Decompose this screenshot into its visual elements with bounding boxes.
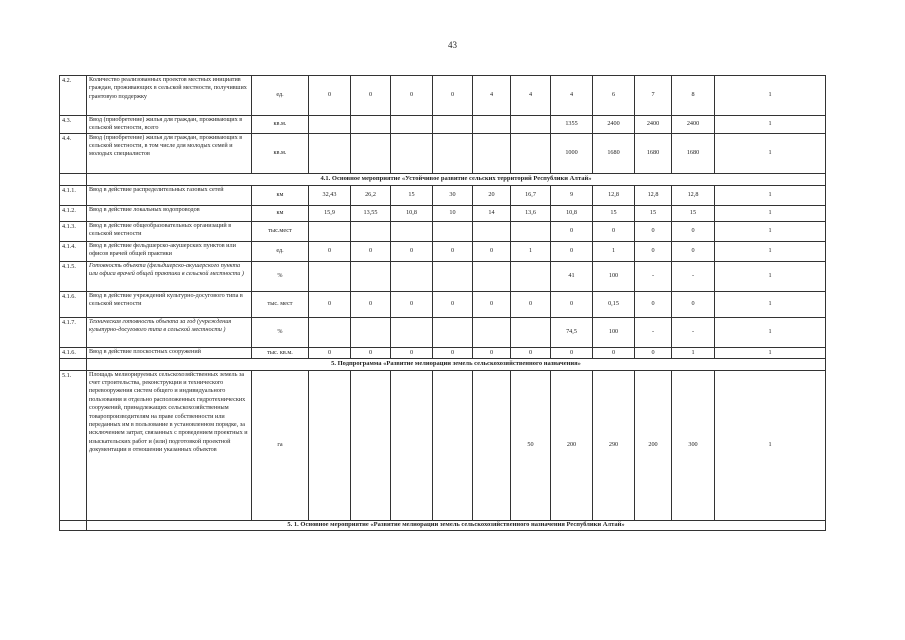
value-cell: 200 bbox=[551, 370, 593, 520]
row-number: 4.1.2. bbox=[60, 205, 87, 221]
row-number: 4.1.6. bbox=[60, 347, 87, 358]
value-cell: 0 bbox=[551, 221, 593, 241]
value-cell: 9 bbox=[551, 185, 593, 205]
value-cell: 100 bbox=[593, 317, 635, 347]
indicator-name: Ввод (приобретение) жилья для граждан, проживающих в сельской местности, всего bbox=[87, 116, 252, 134]
value-cell bbox=[391, 261, 433, 291]
empty-cell bbox=[60, 358, 87, 370]
value-cell bbox=[511, 261, 551, 291]
indicator-name: Ввод в действие фельдшерско-акушерских пунктов или офисов врачей общей практики bbox=[87, 241, 252, 261]
value-cell: 0 bbox=[672, 291, 715, 317]
table-row bbox=[60, 261, 826, 291]
table-row bbox=[60, 241, 826, 261]
value-cell: 15 bbox=[635, 205, 672, 221]
value-cell: 8 bbox=[672, 76, 715, 116]
value-cell: 30 bbox=[433, 185, 473, 205]
value-cell bbox=[309, 133, 351, 173]
value-cell: 13,6 bbox=[511, 205, 551, 221]
indicator-name: Ввод в действие учреждений культурно-досугового типа в сельской местности bbox=[87, 291, 252, 317]
unit-cell: кв.м. bbox=[252, 116, 309, 134]
value-cell: 0 bbox=[635, 347, 672, 358]
unit-cell: ед. bbox=[252, 76, 309, 116]
value-cell: 0 bbox=[351, 291, 391, 317]
value-cell: 300 bbox=[672, 370, 715, 520]
value-cell: - bbox=[635, 261, 672, 291]
value-cell: 0 bbox=[433, 291, 473, 317]
value-cell: 0 bbox=[672, 241, 715, 261]
page-number: 43 bbox=[448, 40, 457, 50]
value-cell: 290 bbox=[593, 370, 635, 520]
value-cell: 20 bbox=[473, 185, 511, 205]
row-number: 4.2. bbox=[60, 76, 87, 116]
value-cell: 0 bbox=[391, 291, 433, 317]
unit-cell: га bbox=[252, 370, 309, 520]
section-header-row bbox=[60, 520, 826, 530]
value-cell bbox=[433, 133, 473, 173]
value-cell: - bbox=[672, 317, 715, 347]
target-cell: 1 bbox=[715, 317, 826, 347]
value-cell bbox=[351, 116, 391, 134]
value-cell bbox=[351, 133, 391, 173]
section-title: 4.1. Основное мероприятие «Устойчивое развитие сельских территорий Республики Алтай» bbox=[87, 173, 826, 185]
value-cell: 0 bbox=[672, 221, 715, 241]
value-cell bbox=[351, 317, 391, 347]
value-cell: 15,9 bbox=[309, 205, 351, 221]
value-cell: 15 bbox=[593, 205, 635, 221]
value-cell: 32,43 bbox=[309, 185, 351, 205]
row-number: 4.1.1. bbox=[60, 185, 87, 205]
value-cell bbox=[473, 116, 511, 134]
value-cell: 1 bbox=[511, 241, 551, 261]
value-cell: 0 bbox=[309, 241, 351, 261]
value-cell: 1680 bbox=[635, 133, 672, 173]
row-number: 4.1.6. bbox=[60, 291, 87, 317]
unit-cell: тыс.мест bbox=[252, 221, 309, 241]
target-cell: 1 bbox=[715, 185, 826, 205]
indicator-name: Количество реализованных проектов местных инициатив граждан, проживающих в сельской местности, получивших грантовую поддержку bbox=[87, 76, 252, 116]
section-header-row bbox=[60, 173, 826, 185]
value-cell: 0 bbox=[391, 76, 433, 116]
target-cell: 1 bbox=[715, 76, 826, 116]
unit-cell: кв.м. bbox=[252, 133, 309, 173]
empty-cell bbox=[60, 173, 87, 185]
unit-cell: % bbox=[252, 261, 309, 291]
value-cell: 10,8 bbox=[551, 205, 593, 221]
value-cell bbox=[309, 370, 351, 520]
value-cell: 0 bbox=[551, 241, 593, 261]
table-row bbox=[60, 291, 826, 317]
row-number: 4.1.3. bbox=[60, 221, 87, 241]
table-row bbox=[60, 76, 826, 116]
row-number: 5.1. bbox=[60, 370, 87, 520]
value-cell: 0 bbox=[551, 347, 593, 358]
value-cell: 12,8 bbox=[672, 185, 715, 205]
value-cell: 74,5 bbox=[551, 317, 593, 347]
value-cell bbox=[309, 221, 351, 241]
value-cell: 2400 bbox=[672, 116, 715, 134]
indicator-name: Техническая готовность объекта за год (учреждения культурно-досугового типа в сельской местности ) bbox=[87, 317, 252, 347]
unit-cell: % bbox=[252, 317, 309, 347]
target-cell: 1 bbox=[715, 370, 826, 520]
value-cell bbox=[391, 317, 433, 347]
value-cell: 0 bbox=[635, 291, 672, 317]
value-cell: 4 bbox=[473, 76, 511, 116]
value-cell: 4 bbox=[551, 76, 593, 116]
value-cell: 0,15 bbox=[593, 291, 635, 317]
value-cell bbox=[511, 221, 551, 241]
value-cell bbox=[351, 221, 391, 241]
value-cell: 0 bbox=[511, 291, 551, 317]
value-cell: 0 bbox=[635, 241, 672, 261]
value-cell bbox=[391, 370, 433, 520]
value-cell: 0 bbox=[309, 347, 351, 358]
value-cell: 0 bbox=[351, 76, 391, 116]
table-row bbox=[60, 185, 826, 205]
row-number: 4.3. bbox=[60, 116, 87, 134]
value-cell: 0 bbox=[593, 221, 635, 241]
table-row bbox=[60, 133, 826, 173]
value-cell: 0 bbox=[433, 76, 473, 116]
table-row bbox=[60, 347, 826, 358]
value-cell: 1355 bbox=[551, 116, 593, 134]
unit-cell: ед. bbox=[252, 241, 309, 261]
value-cell: 0 bbox=[473, 347, 511, 358]
value-cell: 6 bbox=[593, 76, 635, 116]
value-cell: 0 bbox=[593, 347, 635, 358]
value-cell: 0 bbox=[473, 241, 511, 261]
indicator-name: Ввод в действие локальных водопроводов bbox=[87, 205, 252, 221]
empty-cell bbox=[60, 520, 87, 530]
value-cell: 2400 bbox=[635, 116, 672, 134]
row-number: 4.4. bbox=[60, 133, 87, 173]
value-cell: 10 bbox=[433, 205, 473, 221]
value-cell: 1680 bbox=[672, 133, 715, 173]
value-cell bbox=[473, 370, 511, 520]
value-cell bbox=[433, 221, 473, 241]
value-cell bbox=[511, 317, 551, 347]
value-cell bbox=[391, 133, 433, 173]
table-row bbox=[60, 317, 826, 347]
value-cell: 200 bbox=[635, 370, 672, 520]
value-cell: 4 bbox=[511, 76, 551, 116]
value-cell: 26,2 bbox=[351, 185, 391, 205]
table-row bbox=[60, 221, 826, 241]
table-row bbox=[60, 205, 826, 221]
value-cell bbox=[351, 261, 391, 291]
value-cell bbox=[511, 116, 551, 134]
value-cell: 0 bbox=[351, 347, 391, 358]
indicator-name: Ввод в действие распределительных газовых сетей bbox=[87, 185, 252, 205]
value-cell: 50 bbox=[511, 370, 551, 520]
target-cell: 1 bbox=[715, 241, 826, 261]
value-cell: 0 bbox=[391, 241, 433, 261]
value-cell bbox=[433, 261, 473, 291]
section-header-row bbox=[60, 358, 826, 370]
value-cell bbox=[473, 133, 511, 173]
value-cell: 0 bbox=[551, 291, 593, 317]
value-cell: 10,8 bbox=[391, 205, 433, 221]
indicator-name: Ввод в действие плоскостных сооружений bbox=[87, 347, 252, 358]
indicator-name: Готовность объекта (фельдшерско-акушерского пункта или офиса врачей общей практики в сельской местности ) bbox=[87, 261, 252, 291]
value-cell: - bbox=[635, 317, 672, 347]
value-cell bbox=[391, 221, 433, 241]
value-cell: 14 bbox=[473, 205, 511, 221]
target-cell: 1 bbox=[715, 221, 826, 241]
value-cell bbox=[473, 261, 511, 291]
value-cell: 0 bbox=[351, 241, 391, 261]
target-cell: 1 bbox=[715, 347, 826, 358]
value-cell: 15 bbox=[391, 185, 433, 205]
value-cell: 41 bbox=[551, 261, 593, 291]
value-cell bbox=[473, 317, 511, 347]
value-cell: 1000 bbox=[551, 133, 593, 173]
value-cell: 0 bbox=[309, 291, 351, 317]
indicator-name: Площадь мелиорируемых сельскохозяйственных земель за счет строительства, реконструкции и технического перевооружения систем общего и индивидуального пользования и отдельно расположенных гидротехнических сооружений, принадлежащих сельскохозяйственным товаропроизводителям на праве собственности или переданных им в пользование в установленном порядке, за исключением затрат, связанных с проведением проектных и изыскательских работ и (или) подготовкой проектной документации в отношении указанных объектов bbox=[87, 370, 252, 520]
value-cell: 0 bbox=[433, 241, 473, 261]
section-title: 5. Подпрограмма «Развитие мелиорации земель сельскохозяйственного назначения» bbox=[87, 358, 826, 370]
table-row bbox=[60, 370, 826, 520]
value-cell: 15 bbox=[672, 205, 715, 221]
target-cell: 1 bbox=[715, 261, 826, 291]
unit-cell: тыс. мест bbox=[252, 291, 309, 317]
indicator-name: Ввод в действие общеобразовательных организаций в сельской местности bbox=[87, 221, 252, 241]
value-cell: 2400 bbox=[593, 116, 635, 134]
value-cell bbox=[433, 116, 473, 134]
value-cell bbox=[309, 317, 351, 347]
value-cell: 16,7 bbox=[511, 185, 551, 205]
value-cell: 0 bbox=[309, 76, 351, 116]
row-number: 4.1.5. bbox=[60, 261, 87, 291]
value-cell: 1 bbox=[593, 241, 635, 261]
value-cell: 1 bbox=[672, 347, 715, 358]
target-cell: 1 bbox=[715, 205, 826, 221]
section-title: 5. 1. Основное мероприятие «Развитие мелиорации земель сельскохозяйственного назначения Республики Алтай» bbox=[87, 520, 826, 530]
value-cell: 100 bbox=[593, 261, 635, 291]
target-cell: 1 bbox=[715, 291, 826, 317]
value-cell: - bbox=[672, 261, 715, 291]
indicator-name: Ввод (приобретение) жилья для граждан, проживающих в сельской местности, в том числе для молодых семей и молодых специалистов bbox=[87, 133, 252, 173]
target-cell: 1 bbox=[715, 116, 826, 134]
value-cell: 0 bbox=[473, 291, 511, 317]
unit-cell: км bbox=[252, 205, 309, 221]
value-cell bbox=[473, 221, 511, 241]
table-row bbox=[60, 116, 826, 134]
value-cell bbox=[351, 370, 391, 520]
value-cell bbox=[433, 370, 473, 520]
value-cell bbox=[433, 317, 473, 347]
value-cell bbox=[309, 261, 351, 291]
value-cell bbox=[391, 116, 433, 134]
value-cell: 1680 bbox=[593, 133, 635, 173]
row-number: 4.1.7. bbox=[60, 317, 87, 347]
value-cell: 12,8 bbox=[635, 185, 672, 205]
value-cell: 0 bbox=[433, 347, 473, 358]
value-cell bbox=[309, 116, 351, 134]
value-cell: 0 bbox=[511, 347, 551, 358]
unit-cell: км bbox=[252, 185, 309, 205]
value-cell bbox=[511, 133, 551, 173]
indicators-table bbox=[59, 75, 826, 531]
value-cell: 0 bbox=[635, 221, 672, 241]
value-cell: 12,8 bbox=[593, 185, 635, 205]
value-cell: 13,55 bbox=[351, 205, 391, 221]
row-number: 4.1.4. bbox=[60, 241, 87, 261]
target-cell: 1 bbox=[715, 133, 826, 173]
value-cell: 7 bbox=[635, 76, 672, 116]
value-cell: 0 bbox=[391, 347, 433, 358]
unit-cell: тыс. кв.м. bbox=[252, 347, 309, 358]
